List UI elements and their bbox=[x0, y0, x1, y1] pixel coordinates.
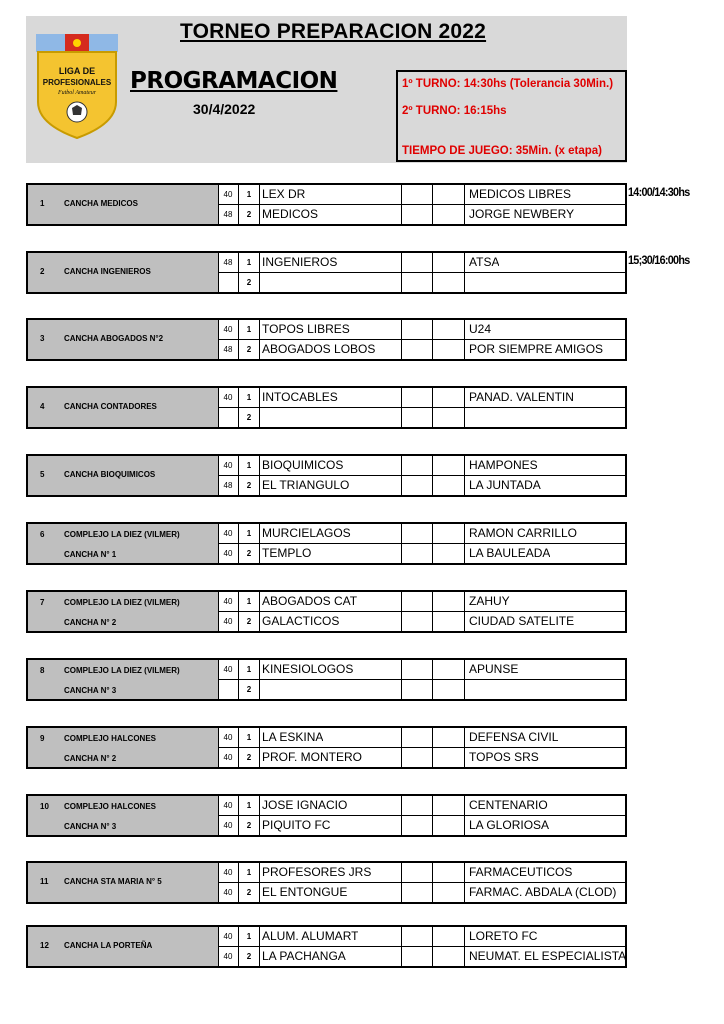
home-team-cell: ABOGADOS LOBOS bbox=[262, 342, 376, 356]
venue-number: 5 bbox=[40, 470, 45, 479]
turn-cell: 2 bbox=[246, 278, 252, 287]
home-team-cell: EL ENTONGUE bbox=[262, 885, 348, 899]
venue-name: COMPLEJO HALCONES bbox=[64, 802, 157, 811]
venue-block bbox=[26, 251, 627, 294]
home-team-cell: TOPOS LIBRES bbox=[262, 322, 350, 336]
home-team-cell: JOSE IGNACIO bbox=[262, 798, 348, 812]
turn-cell: 1 bbox=[246, 868, 252, 877]
venue-block bbox=[26, 726, 627, 769]
venue-label bbox=[28, 320, 218, 359]
category-cell bbox=[218, 680, 238, 699]
category-cell: 48 bbox=[223, 481, 233, 490]
league-logo bbox=[32, 32, 122, 140]
logo-text-3: Futbol Amateur bbox=[57, 90, 97, 96]
venue-number: 2 bbox=[40, 267, 45, 276]
away-team-cell: TOPOS SRS bbox=[469, 750, 539, 764]
turn-cell: 1 bbox=[246, 258, 252, 267]
home-team-cell: LA ESKINA bbox=[262, 730, 324, 744]
turn-cell: 1 bbox=[246, 190, 252, 199]
venue-name: COMPLEJO LA DIEZ (VILMER) bbox=[64, 598, 180, 607]
venue-block bbox=[26, 183, 627, 226]
away-team-cell: CIUDAD SATELITE bbox=[469, 614, 575, 628]
away-team-cell: ZAHUY bbox=[469, 594, 510, 608]
category-cell: 40 bbox=[223, 617, 233, 626]
venue-block bbox=[26, 522, 627, 565]
venue-name: COMPLEJO HALCONES bbox=[64, 734, 157, 743]
venue-label bbox=[28, 728, 218, 767]
turn-cell: 1 bbox=[246, 393, 252, 402]
venue-name: CANCHA ABOGADOS N°2 bbox=[64, 334, 164, 343]
turn-cell: 1 bbox=[246, 801, 252, 810]
turn-cell: 2 bbox=[246, 821, 252, 830]
away-team-cell: DEFENSA CIVIL bbox=[469, 730, 559, 744]
home-team-cell: INTOCABLES bbox=[262, 390, 338, 404]
turn-cell: 1 bbox=[246, 597, 252, 606]
venue-block bbox=[26, 590, 627, 633]
turn-cell: 1 bbox=[246, 665, 252, 674]
category-cell: 40 bbox=[223, 952, 233, 961]
venue-label bbox=[28, 185, 218, 224]
category-cell: 48 bbox=[223, 345, 233, 354]
turn-cell: 2 bbox=[246, 413, 252, 422]
away-team-cell: MEDICOS LIBRES bbox=[469, 187, 572, 201]
venue-number: 1 bbox=[40, 199, 45, 208]
away-team-cell: LA BAULEADA bbox=[469, 546, 551, 560]
home-team-cell: LEX DR bbox=[262, 187, 306, 201]
away-team-cell: U24 bbox=[469, 322, 492, 336]
category-cell: 40 bbox=[223, 190, 233, 199]
venue-label bbox=[28, 796, 218, 835]
home-team-cell: MEDICOS bbox=[262, 207, 319, 221]
home-team-cell: PROFESORES JRS bbox=[262, 865, 372, 879]
venue-name: CANCHA LA PORTEÑA bbox=[64, 941, 153, 950]
away-team-cell: HAMPONES bbox=[469, 458, 538, 472]
category-cell: 40 bbox=[223, 529, 233, 538]
category-cell bbox=[218, 273, 238, 292]
venue-name: CANCHA MEDICOS bbox=[64, 199, 138, 208]
away-team-cell: POR SIEMPRE AMIGOS bbox=[469, 342, 604, 356]
away-team-cell: PANAD. VALENTIN bbox=[469, 390, 574, 404]
venue-subname: CANCHA N° 3 bbox=[64, 686, 117, 695]
category-cell: 40 bbox=[223, 868, 233, 877]
venue-label bbox=[28, 592, 218, 631]
away-team-cell: LORETO FC bbox=[469, 929, 538, 943]
turn-info-box bbox=[396, 70, 627, 162]
home-team-cell: EL TRIANGULO bbox=[262, 478, 350, 492]
turn1-info: 1º TURNO: 14:30hs (Tolerancia 30Min.) bbox=[402, 78, 614, 90]
turn-cell: 2 bbox=[246, 685, 252, 694]
time-note-1: 14:00/14:30hs bbox=[628, 185, 690, 199]
venue-label bbox=[28, 456, 218, 495]
venue-name: COMPLEJO LA DIEZ (VILMER) bbox=[64, 666, 180, 675]
home-team-cell: KINESIOLOGOS bbox=[262, 662, 354, 676]
venue-label bbox=[28, 863, 218, 902]
away-team-cell: CENTENARIO bbox=[469, 798, 548, 812]
category-cell: 48 bbox=[223, 258, 233, 267]
category-cell: 40 bbox=[223, 549, 233, 558]
category-cell: 40 bbox=[223, 801, 233, 810]
category-cell: 40 bbox=[223, 733, 233, 742]
venue-block bbox=[26, 925, 627, 968]
home-team-cell: LA PACHANGA bbox=[262, 949, 346, 963]
away-team-cell: NEUMAT. EL ESPECIALISTA bbox=[469, 949, 627, 963]
home-team-cell: BIOQUIMICOS bbox=[262, 458, 344, 472]
turn-cell: 1 bbox=[246, 461, 252, 470]
category-cell: 40 bbox=[223, 753, 233, 762]
home-team-cell: TEMPLO bbox=[262, 546, 312, 560]
home-team-cell: MURCIELAGOS bbox=[262, 526, 351, 540]
venue-block bbox=[26, 454, 627, 497]
turn-cell: 2 bbox=[246, 481, 252, 490]
category-cell: 40 bbox=[223, 393, 233, 402]
home-team-cell: PROF. MONTERO bbox=[262, 750, 363, 764]
venue-number: 9 bbox=[40, 734, 45, 743]
category-cell: 40 bbox=[223, 597, 233, 606]
venue-name: CANCHA CONTADORES bbox=[64, 402, 157, 411]
venue-subname: CANCHA N° 3 bbox=[64, 822, 117, 831]
turn-cell: 2 bbox=[246, 345, 252, 354]
away-team-cell: LA GLORIOSA bbox=[469, 818, 550, 832]
away-team-cell: ATSA bbox=[469, 255, 500, 269]
game-time-info: TIEMPO DE JUEGO: 35Min. (x etapa) bbox=[402, 145, 603, 157]
category-cell: 40 bbox=[223, 665, 233, 674]
category-cell: 40 bbox=[223, 461, 233, 470]
venue-number: 8 bbox=[40, 666, 45, 675]
away-team-cell: RAMON CARRILLO bbox=[469, 526, 578, 540]
home-team-cell: INGENIEROS bbox=[262, 255, 338, 269]
venue-label bbox=[28, 524, 218, 563]
venue-number: 3 bbox=[40, 334, 45, 343]
category-cell: 48 bbox=[223, 210, 233, 219]
home-team-cell: ALUM. ALUMART bbox=[262, 929, 359, 943]
date-label: 30/4/2022 bbox=[193, 101, 256, 117]
category-cell: 40 bbox=[223, 325, 233, 334]
venue-label bbox=[28, 927, 218, 966]
venue-label bbox=[28, 660, 218, 699]
turn-cell: 2 bbox=[246, 210, 252, 219]
category-cell: 40 bbox=[223, 888, 233, 897]
category-cell: 40 bbox=[223, 821, 233, 830]
logo-text-1: LIGA DE bbox=[58, 66, 96, 76]
away-team-cell: LA JUNTADA bbox=[469, 478, 541, 492]
venue-number: 12 bbox=[40, 941, 49, 950]
row-divider bbox=[218, 679, 627, 680]
venue-number: 7 bbox=[40, 598, 45, 607]
home-team-cell: GALACTICOS bbox=[262, 614, 340, 628]
programacion-heading: PROGRAMACION bbox=[130, 68, 338, 94]
venue-block bbox=[26, 386, 627, 429]
venue-block bbox=[26, 318, 627, 361]
away-team-cell: FARMACEUTICOS bbox=[469, 865, 573, 879]
venue-block bbox=[26, 861, 627, 904]
venue-label bbox=[28, 388, 218, 427]
category-cell bbox=[218, 408, 238, 427]
venue-name: CANCHA INGENIEROS bbox=[64, 267, 151, 276]
venue-number: 4 bbox=[40, 402, 45, 411]
venue-name: CANCHA STA MARIA N° 5 bbox=[64, 877, 162, 886]
venue-name: CANCHA BIOQUIMICOS bbox=[64, 470, 156, 479]
away-team-cell: JORGE NEWBERY bbox=[469, 207, 575, 221]
turn-cell: 2 bbox=[246, 617, 252, 626]
turn-cell: 1 bbox=[246, 325, 252, 334]
venue-block bbox=[26, 794, 627, 837]
away-team-cell: FARMAC. ABDALA (CLOD) bbox=[469, 885, 617, 899]
turn-cell: 2 bbox=[246, 549, 252, 558]
venue-label bbox=[28, 253, 218, 292]
away-team-cell: APUNSE bbox=[469, 662, 519, 676]
logo-text-2: PROFESIONALES bbox=[42, 78, 112, 87]
venue-name: COMPLEJO LA DIEZ (VILMER) bbox=[64, 530, 180, 539]
venue-subname: CANCHA N° 2 bbox=[64, 618, 117, 627]
category-cell: 40 bbox=[223, 932, 233, 941]
venue-block bbox=[26, 658, 627, 701]
turn-cell: 2 bbox=[246, 888, 252, 897]
time-note-2: 15;30/16:00hs bbox=[628, 253, 690, 267]
row-divider bbox=[218, 272, 627, 273]
turn-cell: 1 bbox=[246, 932, 252, 941]
turn-cell: 2 bbox=[246, 753, 252, 762]
home-team-cell: ABOGADOS CAT bbox=[262, 594, 358, 608]
venue-number: 6 bbox=[40, 530, 45, 539]
turn2-info: 2º TURNO: 16:15hs bbox=[402, 105, 507, 117]
venue-subname: CANCHA N° 1 bbox=[64, 550, 117, 559]
venue-number: 11 bbox=[40, 877, 49, 886]
turn-cell: 1 bbox=[246, 529, 252, 538]
venue-number: 10 bbox=[40, 802, 49, 811]
page-title: TORNEO PREPARACION 2022 bbox=[180, 20, 487, 43]
venue-subname: CANCHA N° 2 bbox=[64, 754, 117, 763]
turn-cell: 1 bbox=[246, 733, 252, 742]
turn-cell: 2 bbox=[246, 952, 252, 961]
home-team-cell: PIQUITO FC bbox=[262, 818, 331, 832]
row-divider bbox=[218, 407, 627, 408]
